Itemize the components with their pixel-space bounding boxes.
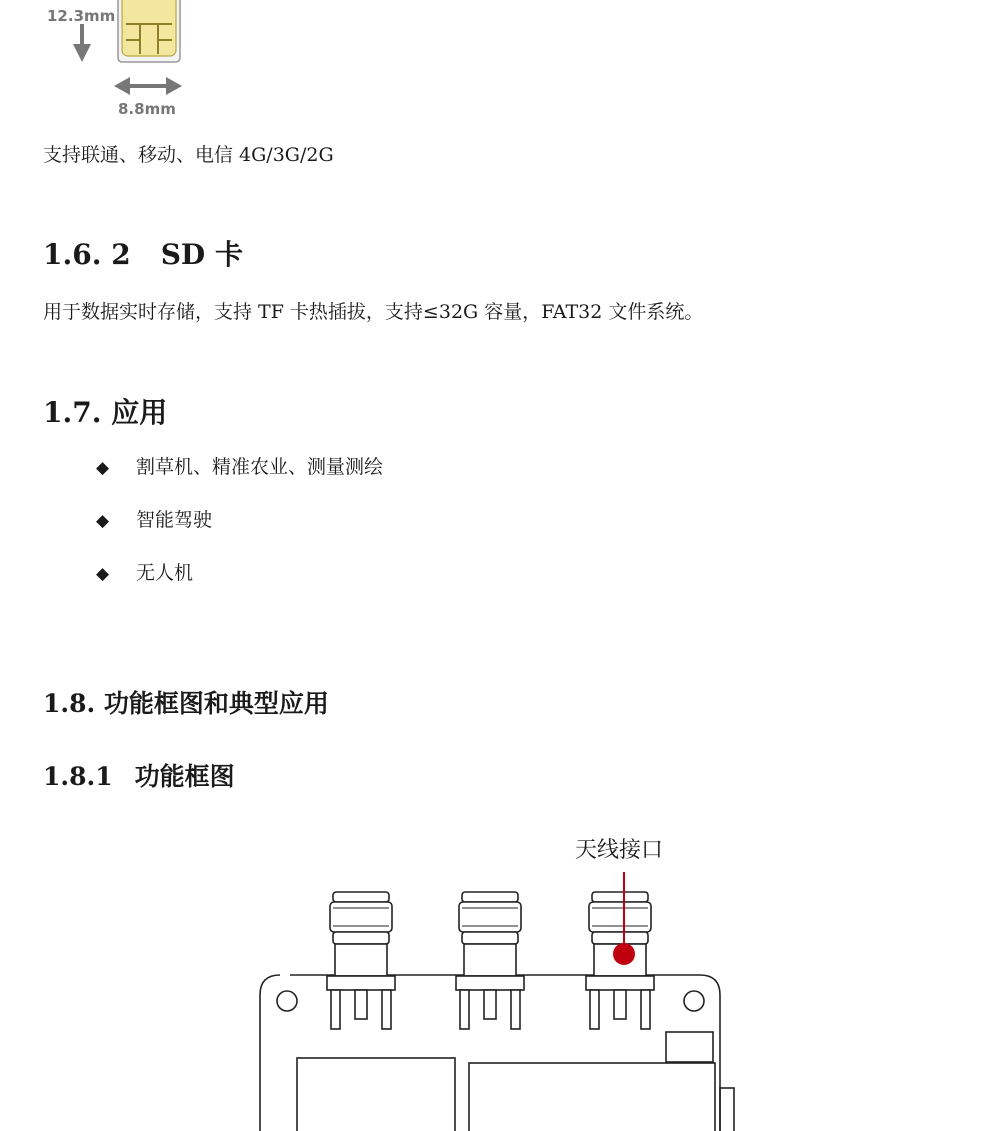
section-title: 功能框图 <box>134 762 235 791</box>
sim-network-note: 支持联通、移动、电信 4G/3G/2G <box>43 144 334 166</box>
section-1-8-1-heading <box>43 762 235 792</box>
sim-height-label: 12.3mm <box>47 7 116 25</box>
sim-width-label: 8.8mm <box>118 100 176 118</box>
list-item <box>96 561 193 586</box>
antenna-interface-label: 天线接口 <box>575 838 664 863</box>
section-1-6-2-heading <box>43 238 243 272</box>
function-block-diagram <box>250 830 740 1131</box>
section-title: SD 卡 <box>160 238 243 271</box>
diamond-bullet-icon: ◆ <box>96 511 110 531</box>
sim-card-figure <box>40 0 200 122</box>
diamond-bullet-icon: ◆ <box>96 458 110 478</box>
list-item <box>96 455 383 480</box>
list-item-text: 无人机 <box>136 562 194 584</box>
list-item-text: 智能驾驶 <box>136 509 213 531</box>
diamond-bullet-icon: ◆ <box>96 564 110 584</box>
list-item-text: 割草机、精准农业、测量测绘 <box>136 456 384 478</box>
section-number: 1.8.1 <box>43 762 113 791</box>
list-item <box>96 508 212 533</box>
section-1-7-heading: 1.7. 应用 <box>43 396 168 429</box>
sd-card-description: 用于数据实时存储，支持 TF 卡热插拔，支持≤32G 容量，FAT32 文件系统。 <box>43 301 704 323</box>
section-number: 1.6. 2 <box>43 238 131 271</box>
section-1-8-heading: 1.8. 功能框图和典型应用 <box>43 689 329 718</box>
antenna-marker-icon <box>613 943 635 965</box>
